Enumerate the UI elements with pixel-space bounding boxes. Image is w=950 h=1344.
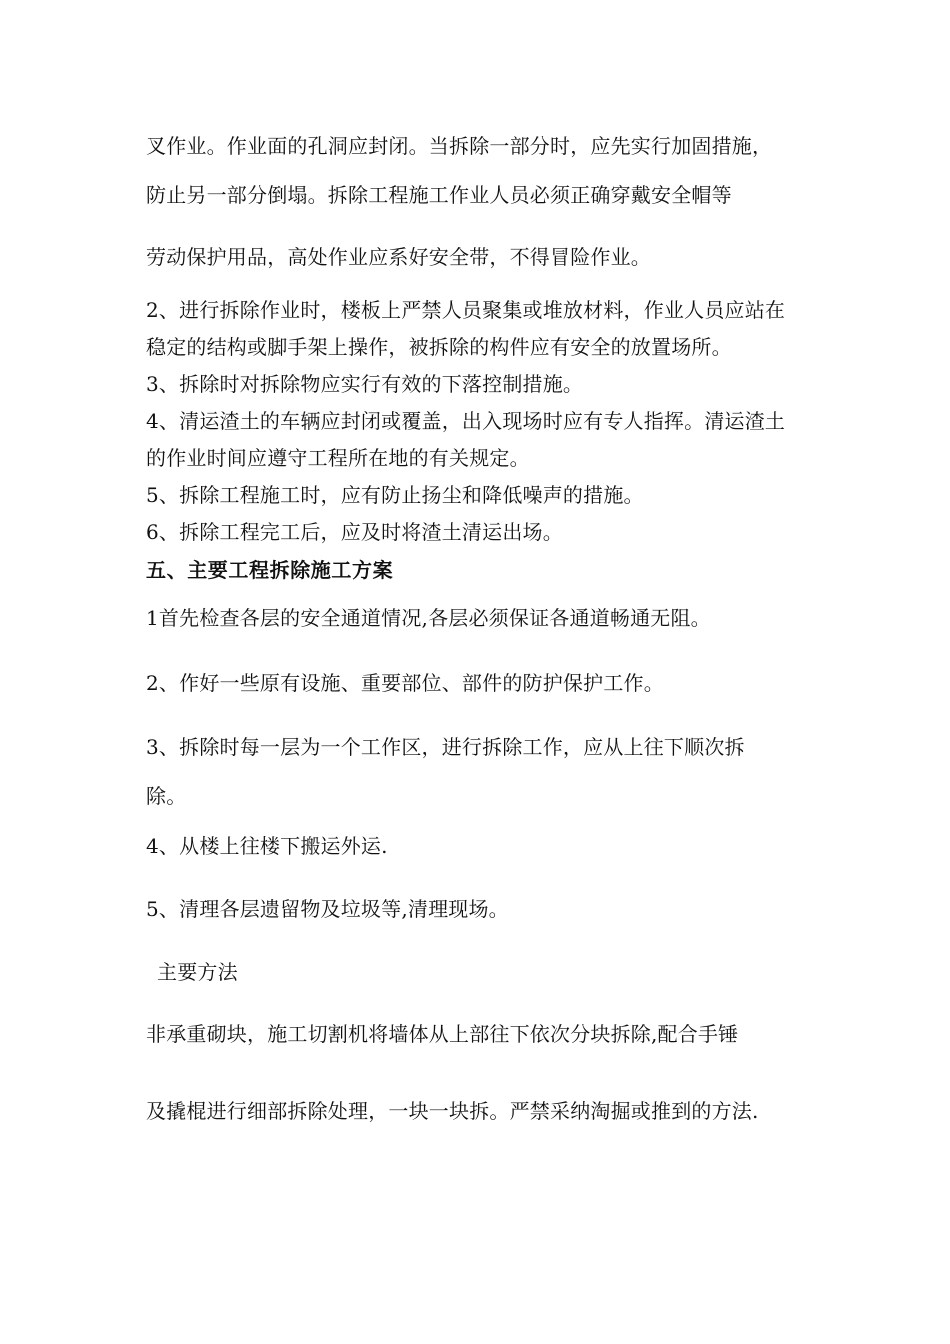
step-2: 2、作好一些原有设施、重要部位、部件的防护保护工作。: [146, 671, 664, 695]
step-5: 5、清理各层遗留物及垃圾等,清理现场。: [146, 897, 509, 921]
paragraph-line: 防止另一部分倒塌。拆除工程施工作业人员必须正确穿戴安全帽等: [146, 183, 732, 207]
list-item-4-line-2: 的作业时间应遵守工程所在地的有关规定。: [146, 446, 530, 470]
step-3-line-1: 3、拆除时每一层为一个工作区，进行拆除工作，应从上往下顺次拆: [146, 735, 745, 759]
paragraph-line: 劳动保护用品，高处作业应系好安全带，不得冒险作业。: [146, 245, 651, 269]
list-item-4-line-1: 4、清运渣土的车辆应封闭或覆盖，出入现场时应有专人指挥。清运渣土: [146, 409, 786, 433]
step-1: 1首先检查各层的安全通道情况,各层必须保证各通道畅通无阻。: [146, 606, 711, 630]
method-line-2: 及撬棍进行细部拆除处理，一块一块拆。严禁采纳淘掘或推到的方法.: [146, 1099, 759, 1123]
step-3-line-2: 除。: [146, 784, 187, 808]
list-item-2-line-2: 稳定的结构或脚手架上操作，被拆除的构件应有安全的放置场所。: [146, 335, 732, 359]
list-item-3: 3、拆除时对拆除物应实行有效的下落控制措施。: [146, 372, 584, 396]
subheading-main-method: 主要方法: [157, 960, 238, 984]
method-line-1: 非承重砌块，施工切割机将墙体从上部往下依次分块拆除,配合手锤: [146, 1022, 739, 1046]
step-4: 4、从楼上往楼下搬运外运.: [146, 834, 388, 858]
section-heading: 五、主要工程拆除施工方案: [146, 558, 394, 582]
list-item-6: 6、拆除工程完工后，应及时将渣土清运出场。: [146, 520, 563, 544]
paragraph-line: 叉作业。作业面的孔洞应封闭。当拆除一部分时，应先实行加固措施，: [146, 134, 773, 158]
list-item-5: 5、拆除工程施工时，应有防止扬尘和降低噪声的措施。: [146, 483, 644, 507]
list-item-2-line-1: 2、进行拆除作业时，楼板上严禁人员聚集或堆放材料，作业人员应站在: [146, 298, 786, 322]
